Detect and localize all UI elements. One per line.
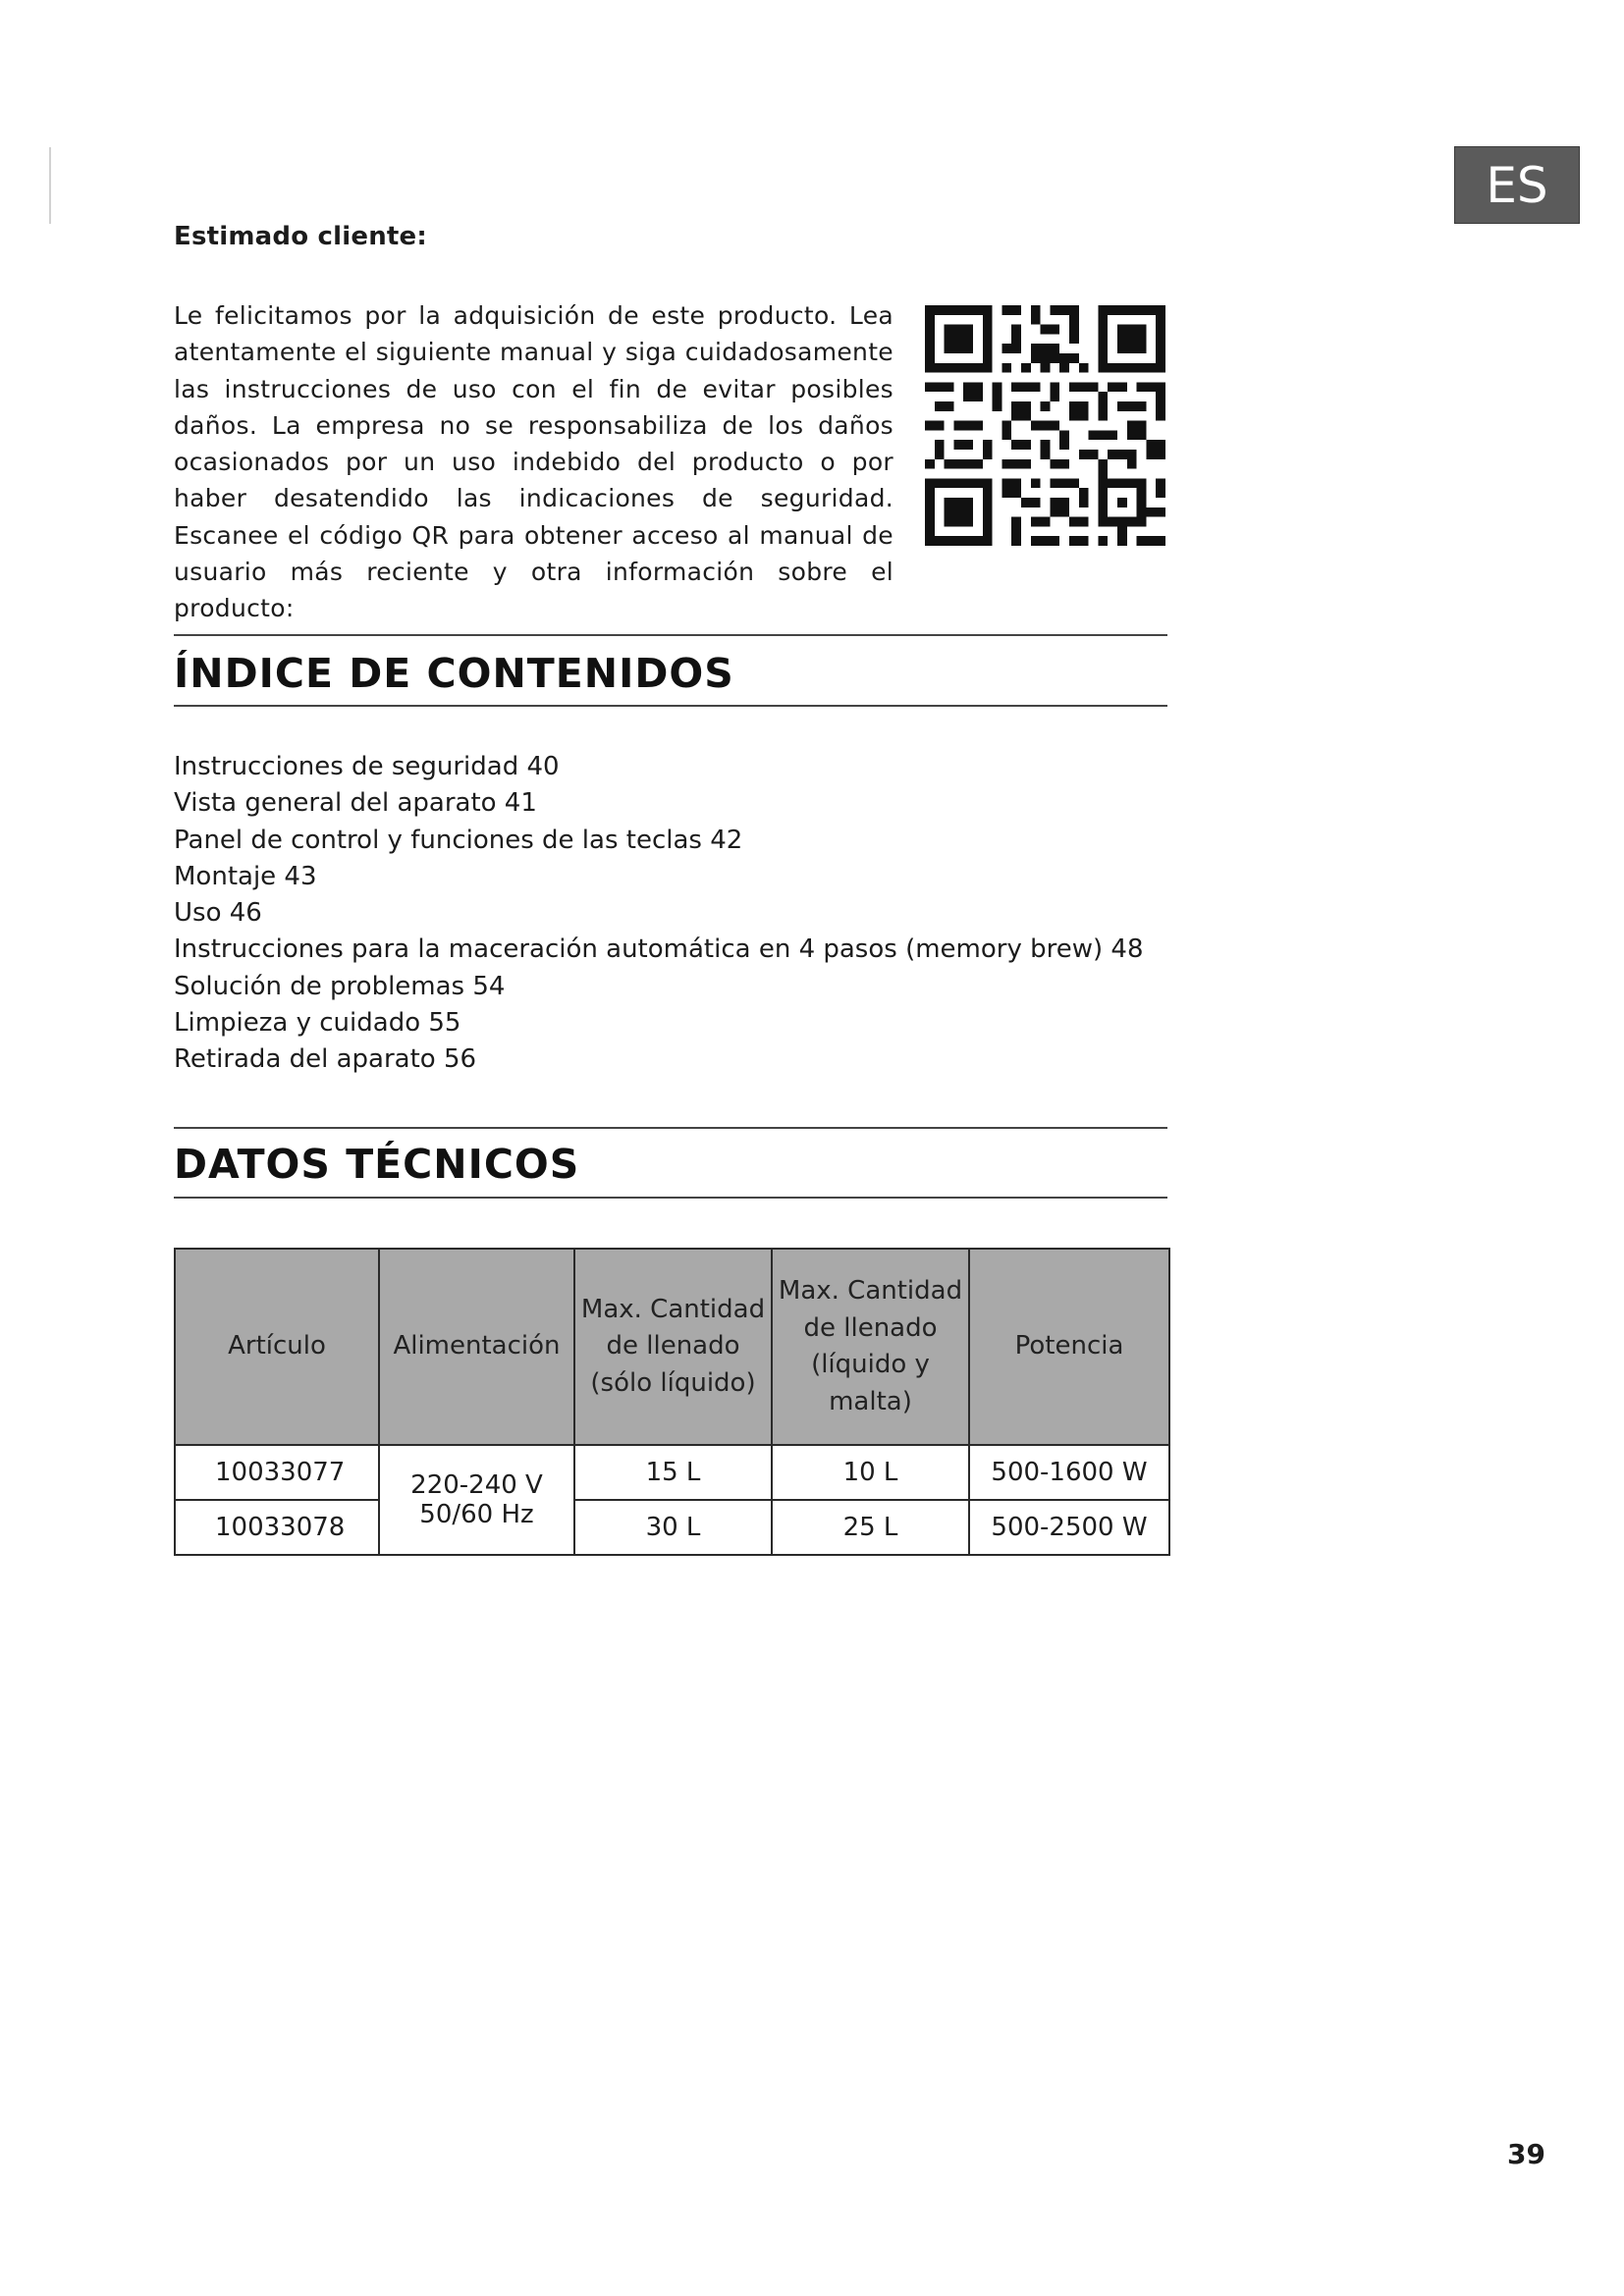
- cell-wattage: 500-1600 W: [969, 1445, 1169, 1500]
- cell-article: 10033078: [175, 1500, 379, 1555]
- intro-paragraph: Le felicitamos por la adquisición de este producto. Lea atentamente el siguiente manual y siga cuidadosamente las instrucciones de uso con el fin de evitar posibles daños. La empresa no se responsabiliza de los daños ocasionados por un uso indebido del producto o por haber desatendido las indicaciones de seguridad. Escanee el código QR para obtener acceso al manual de usuario más reciente y otra información sobre el producto:: [174, 301, 893, 623]
- technical-data-table: [174, 1248, 1170, 1556]
- cell-max-fill-liquid-malt: 25 L: [772, 1500, 969, 1555]
- page-number: 39: [1507, 2138, 1545, 2170]
- header-article: Artículo: [175, 1249, 379, 1445]
- toc-item-overview[interactable]: Vista general del aparato 41: [174, 788, 537, 819]
- toc-item-memory-brew[interactable]: Instrucciones para la maceración automática en 4 pasos (memory brew) 48: [174, 934, 1144, 965]
- toc-item-safety[interactable]: Instrucciones de seguridad 40: [174, 752, 560, 781]
- greeting-heading: Estimado cliente:: [174, 222, 427, 251]
- language-badge: ES: [1454, 146, 1580, 224]
- cell-power-supply: 220-240 V 50/60 Hz: [379, 1445, 574, 1555]
- toc-rule-bottom: [174, 705, 1167, 707]
- toc-item-assembly[interactable]: Montaje 43: [174, 861, 317, 891]
- qr-code[interactable]: [925, 303, 1165, 548]
- header-wattage: Potencia: [969, 1249, 1169, 1445]
- table-row: [175, 1445, 1169, 1500]
- specs-rule-bottom: [174, 1197, 1167, 1199]
- specs-heading: DATOS TÉCNICOS: [174, 1141, 580, 1188]
- cell-max-fill-liquid: 15 L: [574, 1445, 772, 1500]
- table-of-contents: [174, 749, 1144, 1079]
- toc-item-disposal[interactable]: Retirada del aparato 56: [174, 1044, 477, 1075]
- page-edge-mark: [49, 147, 51, 224]
- header-max-fill-liquid: Max. Cantidad de llenado (sólo líquido): [574, 1249, 772, 1445]
- cell-max-fill-liquid: 30 L: [574, 1500, 772, 1555]
- cell-article: 10033077: [175, 1445, 379, 1500]
- cell-wattage: 500-2500 W: [969, 1500, 1169, 1555]
- toc-item-cleaning[interactable]: Limpieza y cuidado 55: [174, 1008, 461, 1039]
- toc-item-troubleshooting[interactable]: Solución de problemas 54: [174, 971, 506, 1001]
- table-header-row: [175, 1249, 1169, 1445]
- toc-item-use[interactable]: Uso 46: [174, 898, 262, 929]
- header-max-fill-liquid-malt: Max. Cantidad de llenado (líquido y malta): [772, 1249, 969, 1445]
- specs-rule-top: [174, 1127, 1167, 1129]
- toc-item-control-panel[interactable]: Panel de control y funciones de las teclas 42: [174, 825, 743, 855]
- toc-heading: ÍNDICE DE CONTENIDOS: [174, 650, 734, 697]
- header-power-supply: Alimentación: [379, 1249, 574, 1445]
- toc-rule-top: [174, 634, 1167, 636]
- cell-max-fill-liquid-malt: 10 L: [772, 1445, 969, 1500]
- table-row: [175, 1500, 1169, 1555]
